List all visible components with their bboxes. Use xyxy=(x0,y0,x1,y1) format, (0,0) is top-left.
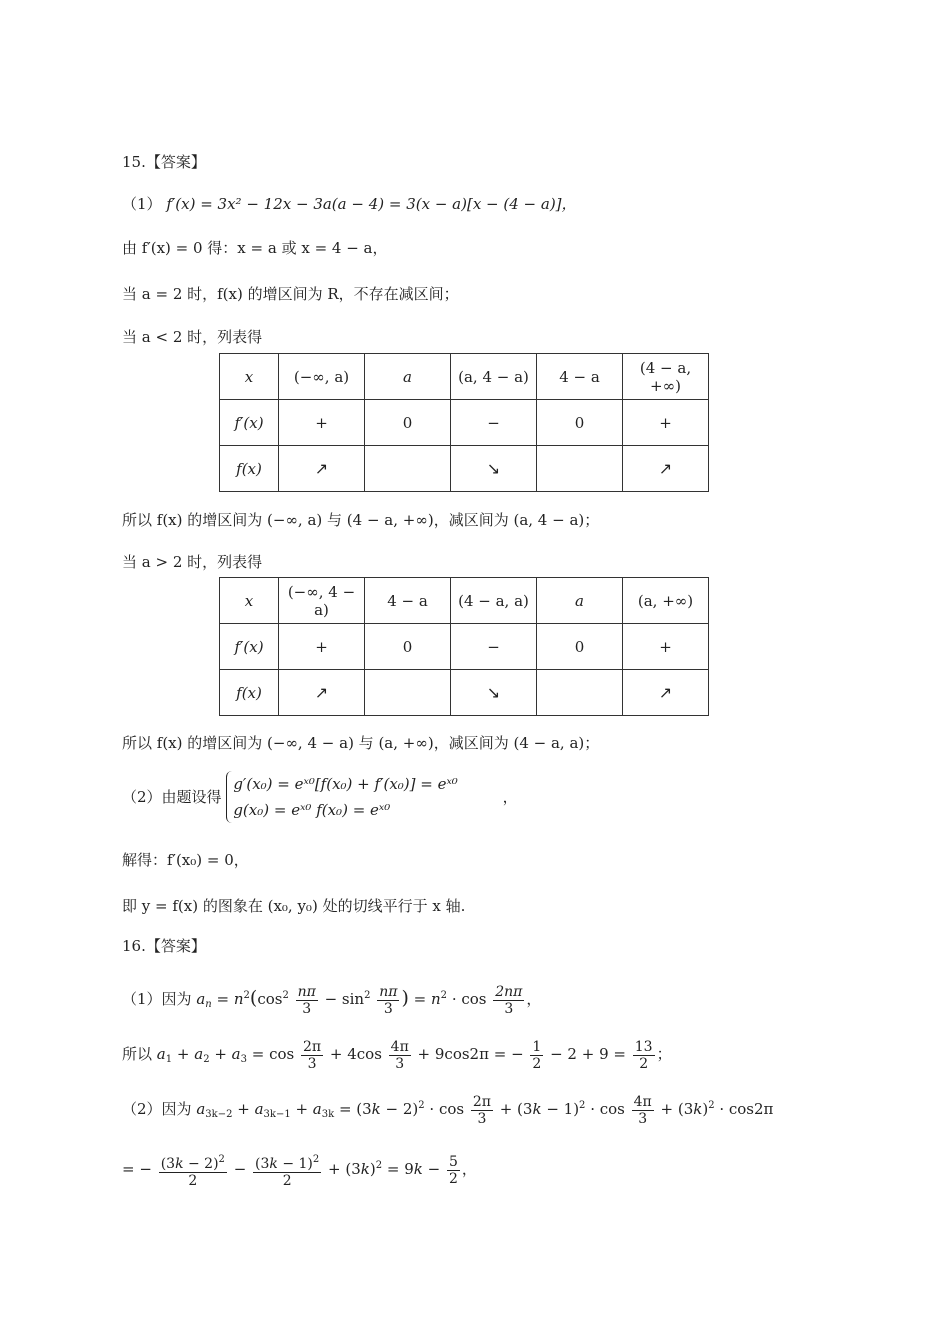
table-row xyxy=(220,354,709,400)
q15-roots: 由 f′(x) = 0 得：x = a 或 x = 4 − a， xyxy=(122,239,388,257)
table-cell: f′(x) xyxy=(220,400,279,446)
table-cell: + xyxy=(279,624,365,670)
q15-solve: 解得：f′(x₀) = 0， xyxy=(122,851,249,869)
q15-tangent-conclusion: 即 y = f(x) 的图象在 (x₀, y₀) 处的切线平行于 x 轴. xyxy=(122,897,466,915)
table-cell: − xyxy=(451,624,537,670)
q15-part1-formula: f′(x) = 3x² − 12x − 3a(a − 4) = 3(x − a)[x − (4 − a)]， xyxy=(166,195,577,213)
equation-line-1: g′(x₀) = eˣ⁰[f(x₀) + f′(x₀)] = eˣ⁰ xyxy=(233,775,458,793)
table-cell: (a, 4 − a) xyxy=(451,354,537,400)
table-cell: f′(x) xyxy=(220,624,279,670)
q15-conclusion-a-gt-2: 所以 f(x) 的增区间为 (−∞, 4 − a) 与 (a, +∞)，减区间为 (4 − a, a)； xyxy=(122,734,600,752)
q15-case-a-lt-2: 当 a < 2 时，列表得 xyxy=(122,328,263,346)
decreasing-arrow-icon: ↘ xyxy=(451,670,537,716)
q15-part2-tail: ， xyxy=(502,788,518,806)
table-cell xyxy=(365,670,451,716)
table-cell: 0 xyxy=(537,624,623,670)
q16-sum: 所以 $a_1 + a_2 + a_3 = \cos$ $\frac{2\pi}{3}$ + 4cos $\frac{4\pi}{3}$ + 9cos2π = − $\frac{1}{2}$ − 2 + 9 = $\frac{13}{2}$ ； xyxy=(122,1038,672,1072)
q16-part2-label: （2）因为 xyxy=(122,1100,192,1118)
equation-line-2: g(x₀) = eˣ⁰ f(x₀) = eˣ⁰ xyxy=(233,801,391,819)
table-cell: + xyxy=(623,400,709,446)
table-cell: a xyxy=(365,354,451,400)
increasing-arrow-icon: ↗ xyxy=(623,670,709,716)
table-cell: + xyxy=(623,624,709,670)
table-cell: 4 − a xyxy=(537,354,623,400)
table-cell: + xyxy=(279,400,365,446)
q15-part1-label: （1） xyxy=(122,195,162,213)
table-cell: − xyxy=(451,400,537,446)
table-cell: x xyxy=(220,354,279,400)
q16-part2: （2）因为 $a_{3k-2} + a_{3k-1} + a_{3k} = (3k - 2)^2 \cdot \cos$ $\frac{2\pi}{3}$ + $(3k - 1)^2 \cdot \cos$ $\frac{4\pi}{3}$ + $(3k)^2 \cdot \cos 2\pi$ xyxy=(122,1093,774,1127)
table-row xyxy=(220,578,709,624)
table-cell: 4 − a xyxy=(365,578,451,624)
variation-table-1 xyxy=(219,353,709,492)
increasing-arrow-icon: ↗ xyxy=(279,670,365,716)
table-cell: 0 xyxy=(365,400,451,446)
variation-table-2 xyxy=(219,577,709,716)
table-cell: 0 xyxy=(365,624,451,670)
increasing-arrow-icon: ↗ xyxy=(623,446,709,492)
table-cell: (−∞, 4 − a) xyxy=(279,578,365,624)
table-row xyxy=(220,446,709,492)
q15-part2-label: （2）由题设得 xyxy=(122,788,222,806)
table-row xyxy=(220,670,709,716)
increasing-arrow-icon: ↗ xyxy=(279,446,365,492)
table-cell: (4 − a, a) xyxy=(451,578,537,624)
q15-part1 xyxy=(122,194,577,214)
equation-system xyxy=(226,771,458,823)
q15-case-a-gt-2: 当 a > 2 时，列表得 xyxy=(122,553,263,571)
table-cell: (−∞, a) xyxy=(279,354,365,400)
table-row xyxy=(220,624,709,670)
q15-part2 xyxy=(122,771,518,823)
q16-part1: （1）因为 $a_n = n^2(\cos^2$ $\frac{n\pi}{3}$ − $\sin^2$ $\frac{n\pi}{3}$ ) = $n^2 \cdot \cos$ $\frac{2n\pi}{3}$ ， xyxy=(122,983,542,1017)
q15-case-a-eq-2: 当 a = 2 时，f(x) 的增区间为 R，不存在减区间； xyxy=(122,285,459,303)
table-cell: x xyxy=(220,578,279,624)
table-cell: f(x) xyxy=(220,670,279,716)
table-cell: f(x) xyxy=(220,446,279,492)
table-cell xyxy=(537,670,623,716)
table-cell: (a, +∞) xyxy=(623,578,709,624)
q16-result: = − $\frac{(3k - 2)^2}{2}$ − $\frac{(3k - 1)^2}{2}$ + $(3k)^2 = 9k$ − $\frac{5}{2}$ ， xyxy=(122,1153,477,1189)
decreasing-arrow-icon: ↘ xyxy=(451,446,537,492)
table-cell xyxy=(537,446,623,492)
q16-part1-sum-label: 所以 xyxy=(122,1045,153,1063)
table-cell xyxy=(365,446,451,492)
q15-conclusion-a-lt-2: 所以 f(x) 的增区间为 (−∞, a) 与 (4 − a, +∞)，减区间为 (a, 4 − a)； xyxy=(122,511,600,529)
q16-part1-label: （1）因为 xyxy=(122,990,192,1008)
table-cell: 0 xyxy=(537,400,623,446)
q15-heading: 15.【答案】 xyxy=(122,153,206,171)
q16-heading: 16.【答案】 xyxy=(122,937,206,955)
table-row xyxy=(220,400,709,446)
table-cell: a xyxy=(537,578,623,624)
table-cell: (4 − a, +∞) xyxy=(623,354,709,400)
